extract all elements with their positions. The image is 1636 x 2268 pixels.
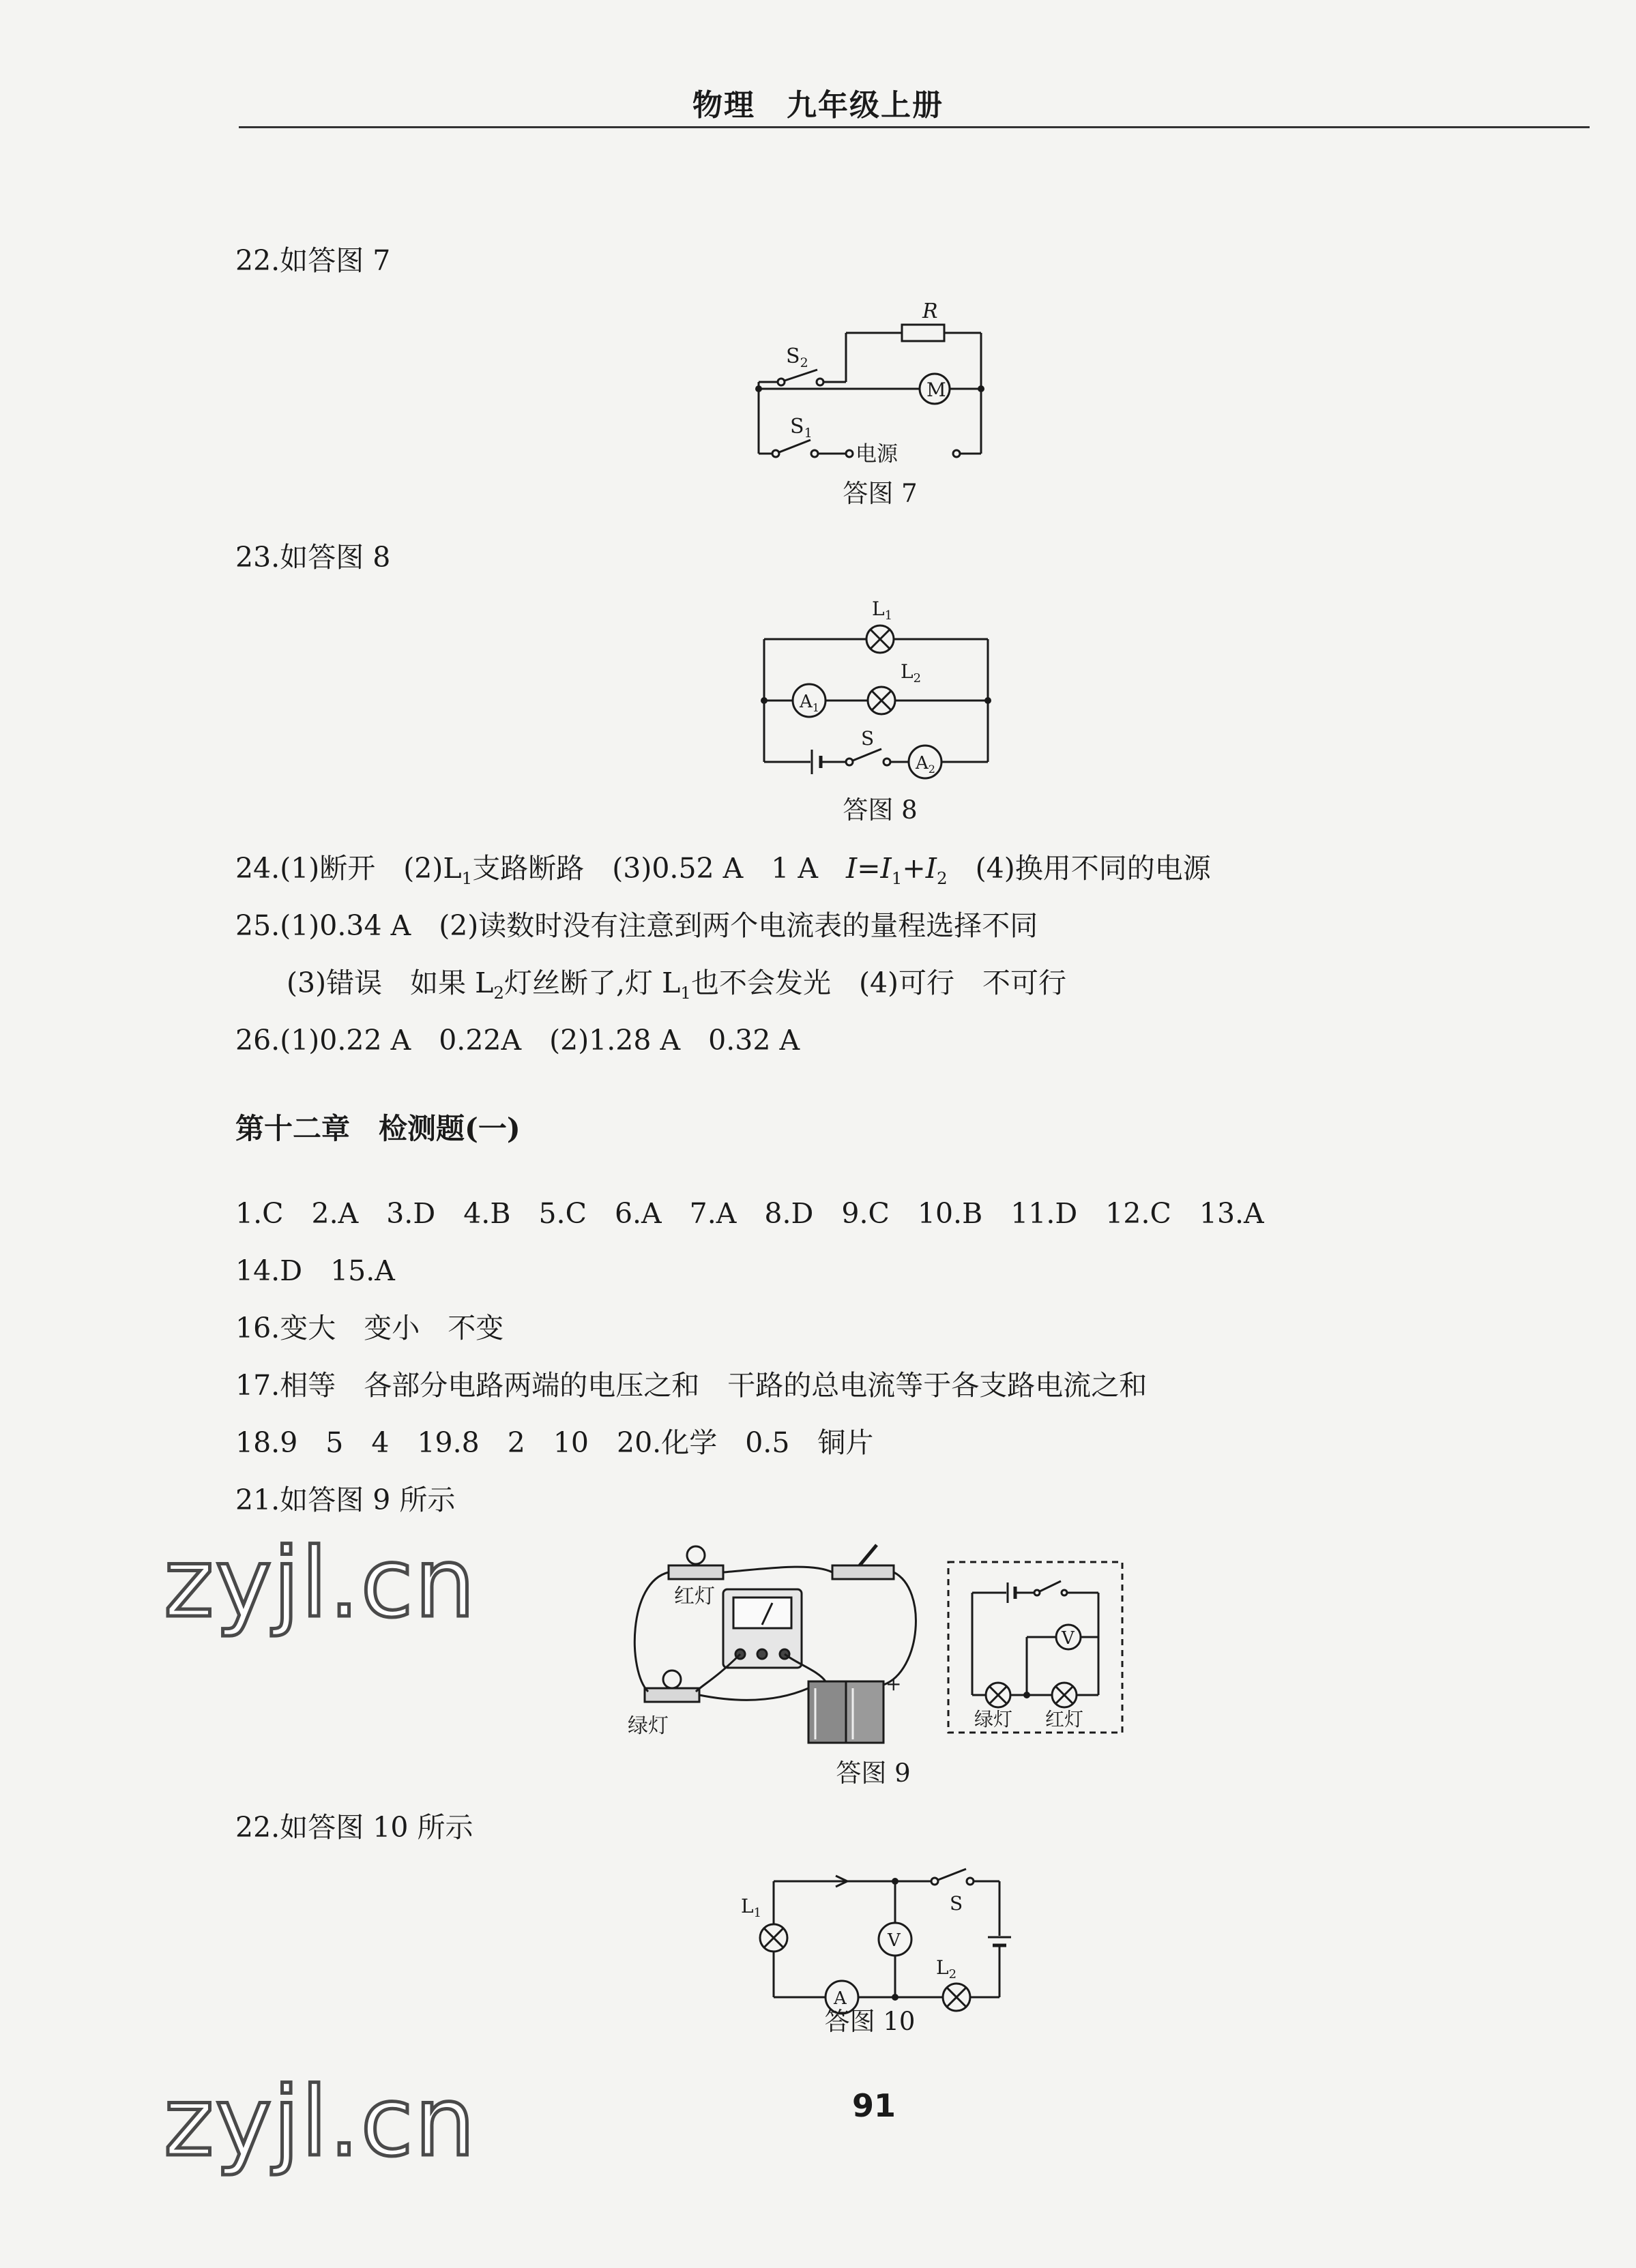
header-rule [239, 126, 1590, 128]
question-21-label: 21.如答图 9 所示 [235, 1484, 456, 1516]
lamp-l1-label: $L_1$ [872, 598, 893, 623]
mc-answers-line2: 14.D 15.A [235, 1254, 395, 1287]
lamp-l1-label: $L_1$ [741, 1895, 762, 1920]
motor-m-label: M [926, 379, 946, 401]
green-lamp-label: 绿灯 [628, 1714, 669, 1738]
lamp-l2-label: $L_2$ [901, 660, 922, 686]
watermark-top: zyjl.cn [164, 1528, 477, 1639]
voltmeter-v-label: V [1062, 1628, 1075, 1649]
power-source-label: 电源 [856, 442, 898, 467]
question-23-label: 23.如答图 8 [235, 541, 391, 574]
section-title: 第十二章 检测题(一) [235, 1112, 521, 1145]
questions-18-20-answer: 18.9 5 4 19.8 2 10 20.化学 0.5 铜片 [235, 1426, 874, 1459]
lamp-l2-label: $L_2$ [936, 1956, 957, 1982]
question-24-answer: 24.(1)断开 $(2)L_1$支路断路 (3)0.52 A 1 A $I=I_1+I_2$ (4)换用不同的电源 [235, 852, 1211, 889]
ammeter-a2-label: $A_2$ [916, 753, 935, 776]
switch-s-label: S [950, 1892, 963, 1915]
switch-s-label: S [861, 727, 875, 750]
figure-8-caption: 答图 8 [843, 795, 918, 825]
mc-answers-line1: 1.C 2.A 3.D 4.B 5.C 6.A 7.A 8.D 9.C 10.B 11.D 12.C 13.A [235, 1197, 1264, 1230]
question-25-line1: 25.(1)0.34 A (2)读数时没有注意到两个电流表的量程选择不同 [235, 909, 1038, 942]
ammeter-a-label: A [834, 1988, 847, 2009]
page-header-title: 物理 九年级上册 [692, 88, 944, 123]
figure-7-caption: 答图 7 [843, 479, 918, 508]
question-22b-label: 22.如答图 10 所示 [235, 1811, 473, 1844]
red-lamp-label: 红灯 [674, 1585, 715, 1608]
schematic-green-lamp-label: 绿灯 [974, 1708, 1013, 1731]
voltmeter-v-label: V [888, 1930, 901, 1951]
question-25-line2: (3)错误 如果 $L_2$灯丝断了,灯 $L_1$也不会发光 (4)可行 不可行 [287, 967, 1067, 1003]
question-26-answer: 26.(1)0.22 A 0.22A (2)1.28 A 0.32 A [235, 1024, 800, 1057]
page-number: 91 [852, 2087, 896, 2124]
circuit-diagram-8 [750, 588, 1010, 786]
question-16-answer: 16.变大 变小 不变 [235, 1312, 504, 1344]
resistor-r-label: R [922, 299, 938, 323]
switch-s1-label: $S_1$ [790, 415, 813, 441]
circuit-diagram-7 [744, 293, 1003, 471]
question-22-label: 22.如答图 7 [235, 244, 391, 277]
figure-10-caption: 答图 10 [824, 2007, 916, 2036]
battery-plus-label: + [886, 1673, 902, 1695]
circuit-diagram-9 [614, 1535, 1133, 1753]
circuit-diagram-10 [737, 1861, 1023, 2024]
watermark-bottom: zyjl.cn [164, 2067, 477, 2178]
figure-9-caption: 答图 9 [836, 1758, 911, 1788]
switch-s2-label: $S_2$ [786, 344, 808, 370]
schematic-red-lamp-label: 红灯 [1045, 1708, 1084, 1731]
question-17-answer: 17.相等 各部分电路两端的电压之和 干路的总电流等于各支路电流之和 [235, 1369, 1148, 1402]
ammeter-a1-label: $A_1$ [800, 692, 819, 714]
